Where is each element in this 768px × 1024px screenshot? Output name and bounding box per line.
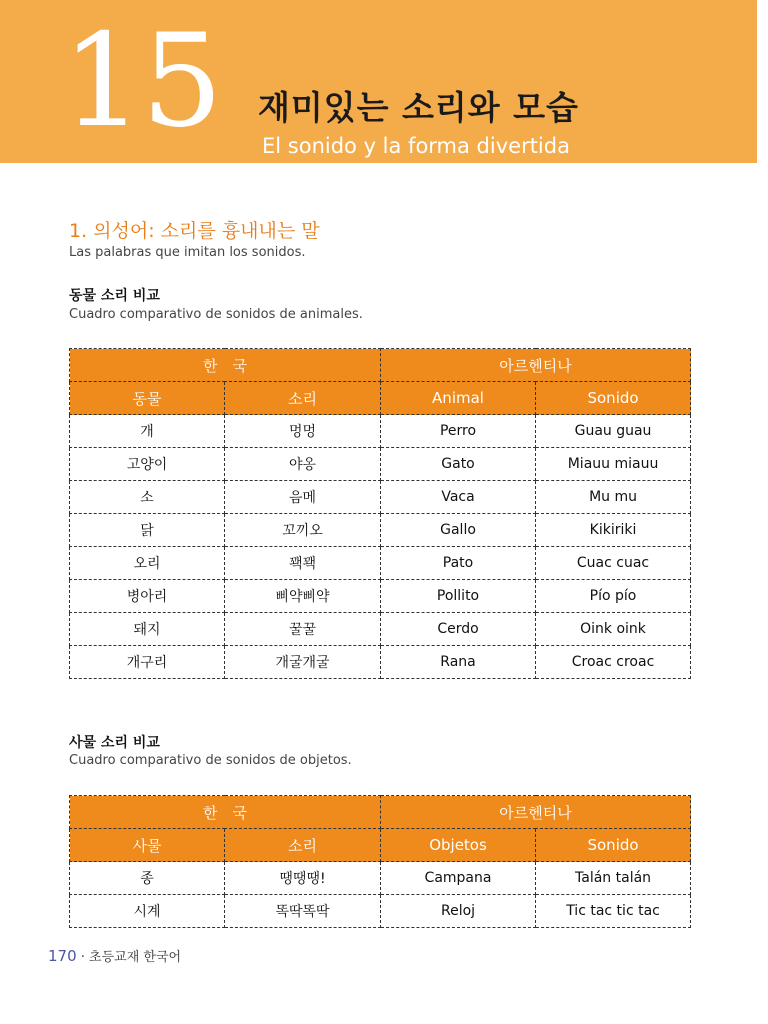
group-header-argentina: 아르헨티나 <box>381 349 691 382</box>
group-header-argentina: 아르헨티나 <box>381 796 691 829</box>
table-row <box>70 862 691 895</box>
table-group-header <box>70 796 691 829</box>
table-cell: 꿀꿀 <box>225 613 381 646</box>
table-cell: Pollito <box>381 580 536 613</box>
column-header: 소리 <box>225 829 381 862</box>
table-cell: Oink oink <box>536 613 691 646</box>
table-cell: Gato <box>381 448 536 481</box>
table-cell: 음메 <box>225 481 381 514</box>
group-header-korea: 한 국 <box>70 796 381 829</box>
book-title: · 초등교재 한국어 <box>80 950 182 965</box>
table-cell: 땡땡땡! <box>225 862 381 895</box>
column-header: 동물 <box>70 382 225 415</box>
table-cell: Tic tac tic tac <box>536 895 691 928</box>
chapter-banner <box>0 0 757 163</box>
column-header: Sonido <box>536 829 691 862</box>
table-cell: 닭 <box>70 514 225 547</box>
table-cell: Perro <box>381 415 536 448</box>
table-cell: Campana <box>381 862 536 895</box>
column-header: 소리 <box>225 382 381 415</box>
group-header-korea: 한 국 <box>70 349 381 382</box>
table-row <box>70 580 691 613</box>
animals-table-subtitle: Cuadro comparativo de sonidos de animales. <box>69 307 363 322</box>
table-row <box>70 514 691 547</box>
objects-table-subtitle: Cuadro comparativo de sonidos de objetos. <box>69 753 352 768</box>
table-cell: Kikiriki <box>536 514 691 547</box>
page-footer <box>48 946 181 965</box>
table-row <box>70 613 691 646</box>
animals-table-title: 동물 소리 비교 <box>69 288 160 304</box>
object-sounds-table <box>69 795 691 928</box>
table-cell: Croac croac <box>536 646 691 679</box>
table-cell: 삐약삐약 <box>225 580 381 613</box>
table-column-header <box>70 829 691 862</box>
table-row <box>70 547 691 580</box>
table-cell: 시계 <box>70 895 225 928</box>
table-cell: Talán talán <box>536 862 691 895</box>
table-cell: Reloj <box>381 895 536 928</box>
table-cell: Miauu miauu <box>536 448 691 481</box>
table-cell: Vaca <box>381 481 536 514</box>
table-cell: Pato <box>381 547 536 580</box>
column-header: Objetos <box>381 829 536 862</box>
table-cell: 고양이 <box>70 448 225 481</box>
table-cell: 병아리 <box>70 580 225 613</box>
chapter-title-korean: 재미있는 소리와 모습 <box>258 88 579 127</box>
table-cell: 야옹 <box>225 448 381 481</box>
animal-sounds-table <box>69 348 691 679</box>
table-cell: Rana <box>381 646 536 679</box>
table-row <box>70 415 691 448</box>
table-cell: 똑딱똑딱 <box>225 895 381 928</box>
table-row <box>70 448 691 481</box>
table-group-header <box>70 349 691 382</box>
table-cell: Cuac cuac <box>536 547 691 580</box>
table-row <box>70 895 691 928</box>
table-row <box>70 481 691 514</box>
column-header: Sonido <box>536 382 691 415</box>
section-subtitle: Las palabras que imitan los sonidos. <box>69 245 306 260</box>
table-column-header <box>70 382 691 415</box>
page-number: 170 <box>48 947 77 965</box>
table-cell: Cerdo <box>381 613 536 646</box>
table-cell: Pío pío <box>536 580 691 613</box>
table-cell: 개 <box>70 415 225 448</box>
table-cell: 멍멍 <box>225 415 381 448</box>
table-cell: 꼬끼오 <box>225 514 381 547</box>
chapter-number: 15 <box>62 7 221 156</box>
table-cell: 꽥꽥 <box>225 547 381 580</box>
table-cell: 개구리 <box>70 646 225 679</box>
table-cell: 돼지 <box>70 613 225 646</box>
column-header: 사물 <box>70 829 225 862</box>
chapter-title-spanish: El sonido y la forma divertida <box>262 134 570 158</box>
table-cell: Gallo <box>381 514 536 547</box>
table-cell: 종 <box>70 862 225 895</box>
table-cell: Guau guau <box>536 415 691 448</box>
table-cell: 개굴개굴 <box>225 646 381 679</box>
table-cell: 소 <box>70 481 225 514</box>
table-cell: 오리 <box>70 547 225 580</box>
objects-table-title: 사물 소리 비교 <box>69 735 160 751</box>
table-cell: Mu mu <box>536 481 691 514</box>
column-header: Animal <box>381 382 536 415</box>
table-row <box>70 646 691 679</box>
section-title: 1. 의성어: 소리를 흉내내는 말 <box>69 220 320 242</box>
